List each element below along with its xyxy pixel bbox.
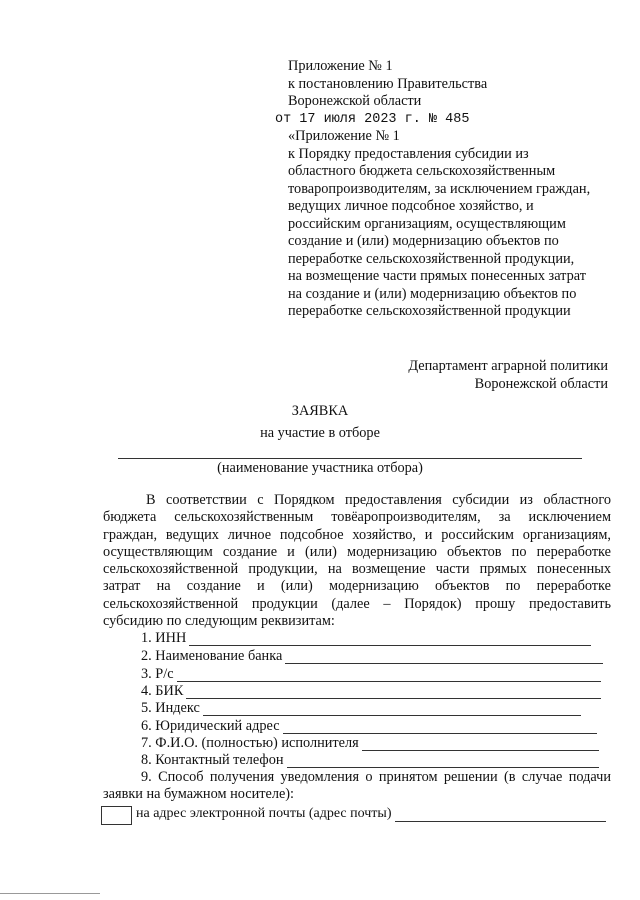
field-legal-address[interactable] [141,718,597,734]
notification-method-item: 9. Способ получения уведомления о принятом решении (в случае подачи заявки на бумажном носителе): [103,769,611,802]
field-phone[interactable] [141,752,599,768]
participant-name-line[interactable] [118,458,582,459]
document-title: ЗАЯВКА [291,403,349,419]
field-account[interactable] [141,666,601,682]
header-line: российским организациям, осуществляющим [288,215,566,232]
header-line: создание и (или) модернизацию объектов по [288,233,559,249]
header-line: Воронежской области [288,93,422,109]
header-line: к постановлению Правительства [288,75,488,92]
field-line[interactable] [395,809,607,822]
field-line[interactable] [287,755,600,768]
document-subtitle: на участие в отборе [260,425,380,441]
header-line: Приложение № 1 [288,58,393,74]
field-bank-name[interactable] [141,648,603,664]
field-label: 4. БИК [141,683,184,699]
email-option-checkbox[interactable] [101,806,132,825]
field-email[interactable] [136,806,606,822]
field-line[interactable] [186,686,601,699]
header-line: «Приложение № 1 [288,128,400,144]
participant-name-caption: (наименование участника отбора) [217,460,423,476]
field-inn[interactable] [141,630,591,646]
field-index[interactable] [141,700,581,716]
field-label: 2. Наименование банка [141,648,283,664]
header-line: областного бюджета сельскохозяйственным [288,163,556,179]
field-executor-name[interactable] [141,735,599,751]
body-paragraph: В соответствии с Порядком предоставления субсидии из областного бюджета сельскохозяйственным товёаропроизводителям, за исключением граждан, ведущих личное подсобное хозяйство, и российским организациям, осуществляющим создание и (или) модернизацию объектов по переработке сельскохозяйственной продукции, на возмещение части прямых понесенных затрат на создание и (или) модернизацию объектов по переработке сельскохозяйственной продукции (далее – Порядок) прошу предоставить субсидию по следующим реквизитам: [103,492,611,630]
header-line: ведущих личное подсобное хозяйство, и [288,198,534,214]
addressee-line: Воронежской области [474,376,608,392]
field-line[interactable] [189,633,591,646]
field-line[interactable] [362,738,599,751]
addressee-line: Департамент аграрной политики [408,358,608,374]
appendix-header [275,58,618,321]
header-line: на возмещение части прямых понесенных затрат [288,268,586,284]
field-label: 5. Индекс [141,700,200,716]
field-line[interactable] [177,669,601,682]
field-line[interactable] [203,703,581,716]
email-option-label: на адрес электронной почты (адрес почты) [136,806,392,821]
field-line[interactable] [283,721,597,734]
scan-edge-line [0,893,100,894]
header-line: к Порядку предоставления субсидии из [288,145,529,162]
field-label: 7. Ф.И.О. (полностью) исполнителя [141,735,359,751]
field-bik[interactable] [141,683,601,699]
field-label: 8. Контактный телефон [141,752,284,768]
addressee-block [408,357,608,393]
header-line: переработке сельскохозяйственной продукции [288,303,571,319]
header-line: товаропроизводителям, за исключением граждан, [288,180,591,197]
header-line: переработке сельскохозяйственной продукции, [288,250,575,267]
field-label: 6. Юридический адрес [141,718,280,734]
field-label: 3. Р/с [141,666,174,682]
field-label: 1. ИНН [141,630,187,646]
header-line: на создание и (или) модернизацию объектов по [288,285,577,302]
field-line[interactable] [285,651,603,664]
header-date-line: от 17 июля 2023 г. № 485 [275,111,470,127]
